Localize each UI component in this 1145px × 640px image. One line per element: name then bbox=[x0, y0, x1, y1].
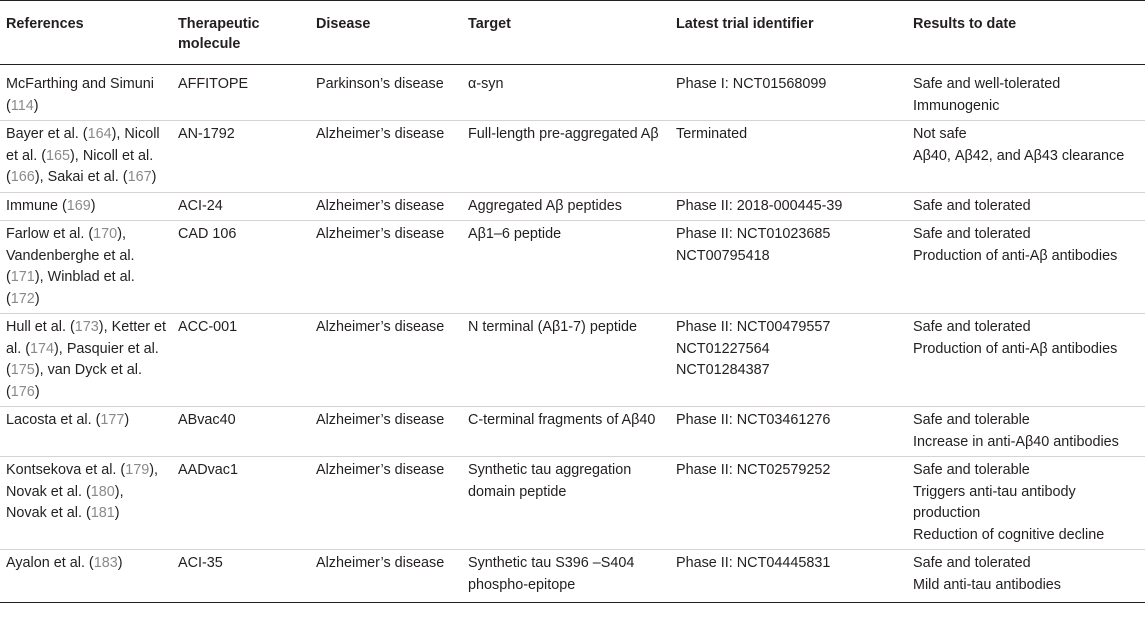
reference-punctuation: ), bbox=[34, 362, 44, 378]
table-body bbox=[0, 65, 1145, 603]
cell-results-to-date bbox=[907, 457, 1145, 550]
table-row bbox=[0, 407, 1145, 457]
cell-disease: Alzheimer’s disease bbox=[310, 314, 462, 407]
cell-latest-trial-identifier bbox=[670, 457, 907, 550]
reference-author: Nicoll et al. ( bbox=[6, 147, 154, 185]
reference-punctuation: ), bbox=[117, 226, 126, 242]
header-disease: Disease bbox=[310, 1, 462, 65]
cell-disease: Alzheimer’s disease bbox=[310, 121, 462, 193]
reference-number-link[interactable]: 176 bbox=[10, 383, 35, 400]
cell-target: C-terminal fragments of Aβ40 bbox=[462, 407, 670, 457]
cell-therapeutic-molecule: ACC-001 bbox=[172, 314, 310, 407]
reference-author: Immune ( bbox=[6, 197, 67, 214]
cell-references bbox=[0, 221, 172, 314]
cell-therapeutic-molecule: ACI-35 bbox=[172, 550, 310, 603]
reference-author: Vandenberghe et al. ( bbox=[6, 247, 135, 285]
reference-number-link[interactable]: 177 bbox=[100, 412, 125, 428]
cell-therapeutic-molecule: AFFITOPE bbox=[172, 65, 310, 121]
reference-punctuation: ), bbox=[98, 319, 108, 335]
trial-line: Phase II: NCT02579252 bbox=[676, 462, 831, 478]
cell-disease: Alzheimer’s disease bbox=[310, 407, 462, 457]
reference-punctuation: ) bbox=[33, 97, 39, 114]
cell-results-to-date bbox=[907, 550, 1145, 603]
cell-therapeutic-molecule: AN-1792 bbox=[172, 121, 310, 193]
reference-number-link[interactable]: 166 bbox=[10, 169, 35, 185]
cell-latest-trial-identifier bbox=[670, 121, 907, 193]
result-line: Reduction of cognitive decline bbox=[913, 526, 1105, 543]
reference-number-link[interactable]: 173 bbox=[74, 319, 99, 335]
table-header bbox=[0, 1, 1145, 65]
trial-line: NCT00795418 bbox=[676, 247, 770, 264]
reference-author: Pasquier et al. ( bbox=[6, 340, 159, 378]
reference-punctuation: ), bbox=[34, 169, 44, 185]
cell-target: N terminal (Aβ1-7) peptide bbox=[462, 314, 670, 407]
cell-therapeutic-molecule: AADvac1 bbox=[172, 457, 310, 550]
reference-punctuation: ), bbox=[34, 269, 44, 285]
cell-target: Aβ1–6 peptide bbox=[462, 221, 670, 314]
trial-line: Phase II: NCT01023685 bbox=[676, 226, 831, 242]
reference-number-link[interactable]: 175 bbox=[10, 362, 35, 378]
reference-punctuation: ) bbox=[34, 383, 40, 400]
reference-punctuation: ), bbox=[114, 483, 124, 500]
table-row bbox=[0, 192, 1145, 221]
result-line: Increase in anti-Aβ40 antibodies bbox=[913, 433, 1119, 450]
reference-author: Hull et al. ( bbox=[6, 319, 75, 335]
trial-line: Phase I: NCT01568099 bbox=[676, 76, 827, 92]
cell-references bbox=[0, 407, 172, 457]
reference-number-link[interactable]: 183 bbox=[93, 555, 118, 571]
reference-author: van Dyck et al. ( bbox=[6, 362, 142, 400]
cell-latest-trial-identifier bbox=[670, 314, 907, 407]
header-latest-trial-identifier: Latest trial identifier bbox=[670, 1, 907, 65]
cell-references bbox=[0, 65, 172, 121]
reference-punctuation: ) bbox=[34, 290, 40, 307]
reference-author: Ayalon et al. ( bbox=[6, 555, 94, 571]
cell-disease: Alzheimer’s disease bbox=[310, 457, 462, 550]
header-row bbox=[0, 1, 1145, 65]
reference-author: Novak et al. ( bbox=[6, 505, 91, 521]
cell-latest-trial-identifier bbox=[670, 65, 907, 121]
reference-number-link[interactable]: 169 bbox=[66, 197, 91, 214]
trial-line: Phase II: 2018-000445-39 bbox=[676, 197, 843, 214]
result-line: Immunogenic bbox=[913, 97, 1000, 114]
reference-author: Sakai et al. ( bbox=[47, 169, 128, 185]
reference-punctuation: ), bbox=[111, 126, 121, 142]
reference-author: Farlow et al. ( bbox=[6, 226, 94, 242]
cell-references bbox=[0, 457, 172, 550]
cell-references bbox=[0, 121, 172, 193]
reference-number-link[interactable]: 179 bbox=[125, 462, 150, 478]
table-row bbox=[0, 314, 1145, 407]
trial-line: Phase II: NCT04445831 bbox=[676, 555, 831, 571]
cell-target: Aggregated Aβ peptides bbox=[462, 192, 670, 221]
cell-results-to-date bbox=[907, 221, 1145, 314]
cell-references bbox=[0, 314, 172, 407]
cell-results-to-date bbox=[907, 65, 1145, 121]
reference-punctuation: ), bbox=[54, 340, 63, 357]
cell-references bbox=[0, 550, 172, 603]
cell-therapeutic-molecule: ACI-24 bbox=[172, 192, 310, 221]
result-line: Aβ40, Aβ42, and Aβ43 clearance bbox=[913, 147, 1125, 164]
cell-latest-trial-identifier bbox=[670, 407, 907, 457]
header-target: Target bbox=[462, 1, 670, 65]
cell-target: Synthetic tau S396 –S404 phospho-epitope bbox=[462, 550, 670, 603]
header-results-to-date: Results to date bbox=[907, 1, 1145, 65]
reference-punctuation: ) bbox=[151, 169, 157, 185]
reference-number-link[interactable]: 174 bbox=[30, 340, 55, 357]
result-line: Not safe bbox=[913, 126, 967, 142]
reference-punctuation: ), bbox=[70, 147, 79, 164]
result-line: Safe and tolerated bbox=[913, 319, 1031, 335]
reference-author: Kontsekova et al. ( bbox=[6, 462, 126, 478]
result-line: Production of anti-Aβ antibodies bbox=[913, 247, 1118, 264]
trial-line: NCT01284387 bbox=[676, 362, 770, 378]
cell-therapeutic-molecule: ABvac40 bbox=[172, 407, 310, 457]
reference-author: McFarthing and Simuni ( bbox=[6, 76, 154, 114]
cell-disease: Alzheimer’s disease bbox=[310, 221, 462, 314]
result-line: Mild anti-tau antibodies bbox=[913, 576, 1061, 593]
reference-number-link[interactable]: 165 bbox=[46, 147, 71, 164]
result-line: Safe and tolerable bbox=[913, 462, 1030, 478]
header-therapeutic-molecule: Therapeutic molecule bbox=[172, 1, 310, 65]
table-row bbox=[0, 550, 1145, 603]
cell-disease: Alzheimer’s disease bbox=[310, 192, 462, 221]
reference-number-link[interactable]: 167 bbox=[127, 169, 152, 185]
reference-number-link[interactable]: 181 bbox=[90, 505, 115, 521]
trial-line: Terminated bbox=[676, 126, 748, 142]
cell-disease: Alzheimer’s disease bbox=[310, 550, 462, 603]
reference-number-link[interactable]: 180 bbox=[90, 483, 115, 500]
reference-number-link[interactable]: 172 bbox=[10, 290, 35, 307]
cell-therapeutic-molecule: CAD 106 bbox=[172, 221, 310, 314]
result-line: Production of anti-Aβ antibodies bbox=[913, 340, 1118, 357]
reference-author: Nicoll et al. ( bbox=[6, 126, 160, 164]
reference-punctuation: ) bbox=[114, 505, 120, 521]
result-line: Triggers anti-tau antibody production bbox=[913, 483, 1076, 521]
table-row bbox=[0, 221, 1145, 314]
table-row bbox=[0, 457, 1145, 550]
cell-target: α-syn bbox=[462, 65, 670, 121]
result-line: Safe and well-tolerated bbox=[913, 76, 1061, 92]
header-references: References bbox=[0, 1, 172, 65]
trial-line: NCT01227564 bbox=[676, 340, 770, 357]
cell-results-to-date bbox=[907, 121, 1145, 193]
table-row bbox=[0, 65, 1145, 121]
cell-references bbox=[0, 192, 172, 221]
reference-author: Lacosta et al. ( bbox=[6, 412, 101, 428]
cell-target: Synthetic tau aggregation domain peptide bbox=[462, 457, 670, 550]
cell-results-to-date bbox=[907, 314, 1145, 407]
reference-author: Bayer et al. ( bbox=[6, 126, 88, 142]
cell-latest-trial-identifier bbox=[670, 550, 907, 603]
reference-punctuation: ) bbox=[90, 197, 96, 214]
reference-punctuation: ), bbox=[149, 462, 158, 478]
reference-number-link[interactable]: 164 bbox=[87, 126, 112, 142]
result-line: Safe and tolerable bbox=[913, 412, 1030, 428]
cell-disease: Parkinson’s disease bbox=[310, 65, 462, 121]
cell-results-to-date bbox=[907, 192, 1145, 221]
reference-number-link[interactable]: 114 bbox=[10, 97, 34, 114]
cell-latest-trial-identifier bbox=[670, 221, 907, 314]
table-row bbox=[0, 121, 1145, 193]
cell-latest-trial-identifier bbox=[670, 192, 907, 221]
reference-number-link[interactable]: 170 bbox=[93, 226, 118, 242]
trial-line: Phase II: NCT03461276 bbox=[676, 412, 831, 428]
reference-punctuation: ) bbox=[117, 555, 123, 571]
reference-punctuation: ) bbox=[124, 412, 130, 428]
reference-number-link[interactable]: 171 bbox=[10, 269, 35, 285]
reference-author: Ketter et al. ( bbox=[6, 319, 166, 357]
cell-target: Full-length pre-aggregated Aβ bbox=[462, 121, 670, 193]
trial-line: Phase II: NCT00479557 bbox=[676, 319, 831, 335]
result-line: Safe and tolerated bbox=[913, 197, 1031, 214]
reference-author: Winblad et al. ( bbox=[6, 269, 135, 307]
result-line: Safe and tolerated bbox=[913, 226, 1031, 242]
result-line: Safe and tolerated bbox=[913, 555, 1031, 571]
reference-author: Novak et al. ( bbox=[6, 483, 91, 500]
cell-results-to-date bbox=[907, 407, 1145, 457]
